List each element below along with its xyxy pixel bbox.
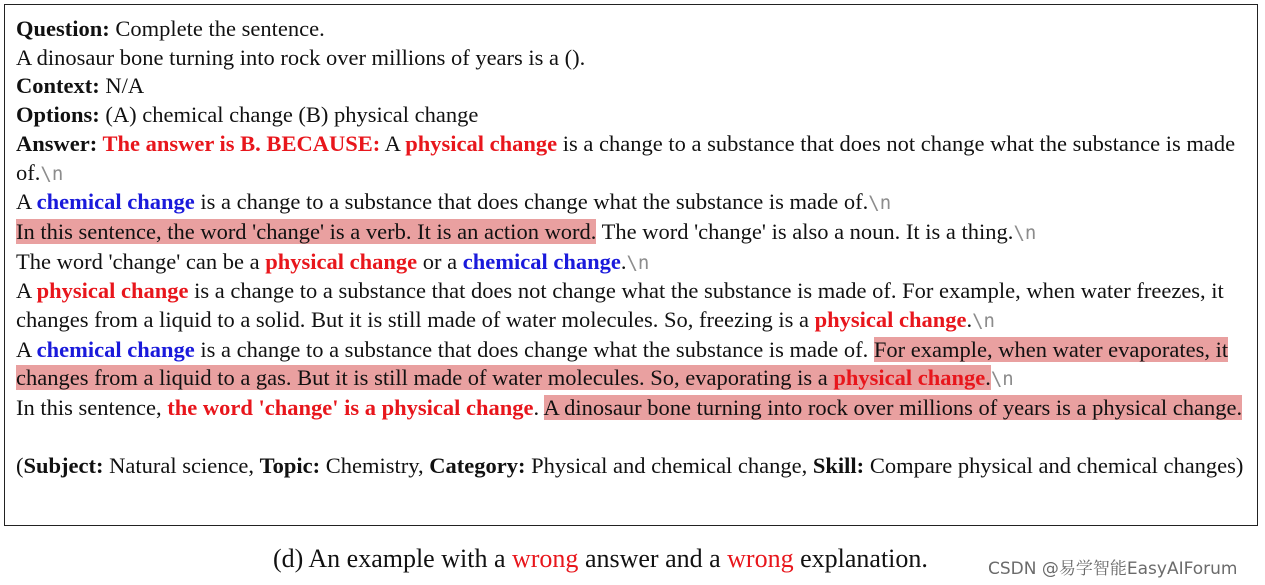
- category-label: Category:: [429, 452, 526, 478]
- answer-text: is a change to a substance that does not change what the substance is made of. For example, when water freezes, it changes from a liquid to a solid. But it is still made of water molecules. So, freezing is a: [16, 278, 1224, 333]
- topic-value: Chemistry,: [320, 452, 430, 478]
- caption-text: answer and a: [578, 544, 728, 573]
- context-text: N/A: [99, 73, 145, 99]
- answer-text: or a: [417, 248, 463, 274]
- term-physical-change: physical change: [833, 365, 986, 391]
- question-text: Complete the sentence.: [109, 16, 325, 41]
- answer-text: A: [16, 336, 37, 362]
- answer-text: is a change to a substance that does change what the substance is made of.: [194, 189, 869, 215]
- meta-paren: (: [16, 452, 24, 478]
- options-text: (A) chemical change (B) physical change: [99, 102, 479, 128]
- answer-line-6: [16, 336, 1248, 394]
- context-line: [16, 72, 1248, 101]
- answer-verdict: The answer is B. BECAUSE:: [97, 130, 381, 156]
- answer-text: .: [620, 248, 627, 274]
- term-physical-change: physical change: [36, 278, 189, 304]
- answer-text: .: [966, 307, 973, 333]
- newline-token: \n: [868, 192, 892, 215]
- question-label: Question:: [16, 16, 110, 41]
- term-physical-change: physical change: [265, 248, 418, 274]
- answer-text: A: [16, 189, 37, 215]
- subject-label: Subject:: [23, 452, 104, 478]
- skill-label: Skill:: [812, 452, 865, 478]
- answer-text: is a change to a substance that does change what the substance is made of.: [194, 336, 874, 362]
- options-line: [16, 101, 1248, 130]
- caption-text: explanation.: [793, 544, 928, 573]
- example-box: [4, 4, 1258, 526]
- topic-label: Topic:: [259, 452, 321, 478]
- term-chemical-change: chemical change: [462, 248, 621, 274]
- answer-text: The word 'change' is also a noun. It is a thing.: [596, 218, 1014, 244]
- skill-value: Compare physical and chemical changes): [864, 452, 1244, 478]
- highlighted-error: A dinosaur bone turning into rock over millions of years is a physical change.: [543, 395, 1243, 421]
- answer-line-2: [16, 188, 1248, 218]
- answer-text: is a change to a substance that does not change what the substance is made of.: [16, 130, 1236, 185]
- caption-text: (d) An example with a: [273, 544, 512, 573]
- answer-text: .: [533, 395, 544, 421]
- category-value: Physical and chemical change,: [525, 452, 813, 478]
- newline-token: \n: [990, 368, 1014, 391]
- context-label: Context:: [16, 73, 100, 99]
- newline-token: \n: [1013, 221, 1037, 244]
- caption-wrong: wrong: [512, 544, 579, 573]
- watermark: CSDN @易学智能EasyAIForum: [988, 559, 1238, 579]
- answer-text: The word 'change' can be a: [16, 248, 266, 274]
- term-chemical-change: chemical change: [36, 336, 195, 362]
- answer-text: A: [16, 278, 37, 304]
- subject-value: Natural science,: [103, 452, 260, 478]
- highlighted-error: In this sentence, the word 'change' is a verb. It is an action word.: [16, 218, 597, 244]
- newline-token: \n: [40, 162, 64, 185]
- example-content: [16, 15, 1248, 480]
- term-chemical-change: chemical change: [36, 189, 195, 215]
- answer-line-5: [16, 277, 1248, 335]
- caption-wrong: wrong: [727, 544, 794, 573]
- highlighted-text: .: [985, 365, 991, 391]
- options-label: Options:: [16, 102, 100, 128]
- newline-token: \n: [626, 251, 650, 274]
- answer-text: In this sentence,: [16, 395, 168, 421]
- sentence-line: A dinosaur bone turning into rock over millions of years is a ().: [16, 44, 586, 70]
- spacer: [16, 423, 1248, 452]
- figure-caption: [273, 544, 928, 574]
- term-physical-change: physical change: [814, 307, 967, 333]
- answer-line-1: [16, 130, 1248, 188]
- answer-line-7: [16, 394, 1248, 423]
- answer-text: A: [380, 130, 406, 156]
- highlighted-text: For example, when water evaporates, it changes from a liquid to a gas. But it is still made of water molecules. So, evaporating is a: [16, 336, 1229, 391]
- wrong-conclusion: the word 'change' is a physical change: [167, 395, 534, 421]
- question-line: [16, 15, 1248, 44]
- answer-line-3: [16, 218, 1248, 248]
- answer-label: Answer:: [16, 130, 98, 156]
- answer-line-4: [16, 248, 1248, 278]
- newline-token: \n: [972, 310, 995, 333]
- meta-line: [16, 452, 1248, 481]
- term-physical-change: physical change: [405, 130, 558, 156]
